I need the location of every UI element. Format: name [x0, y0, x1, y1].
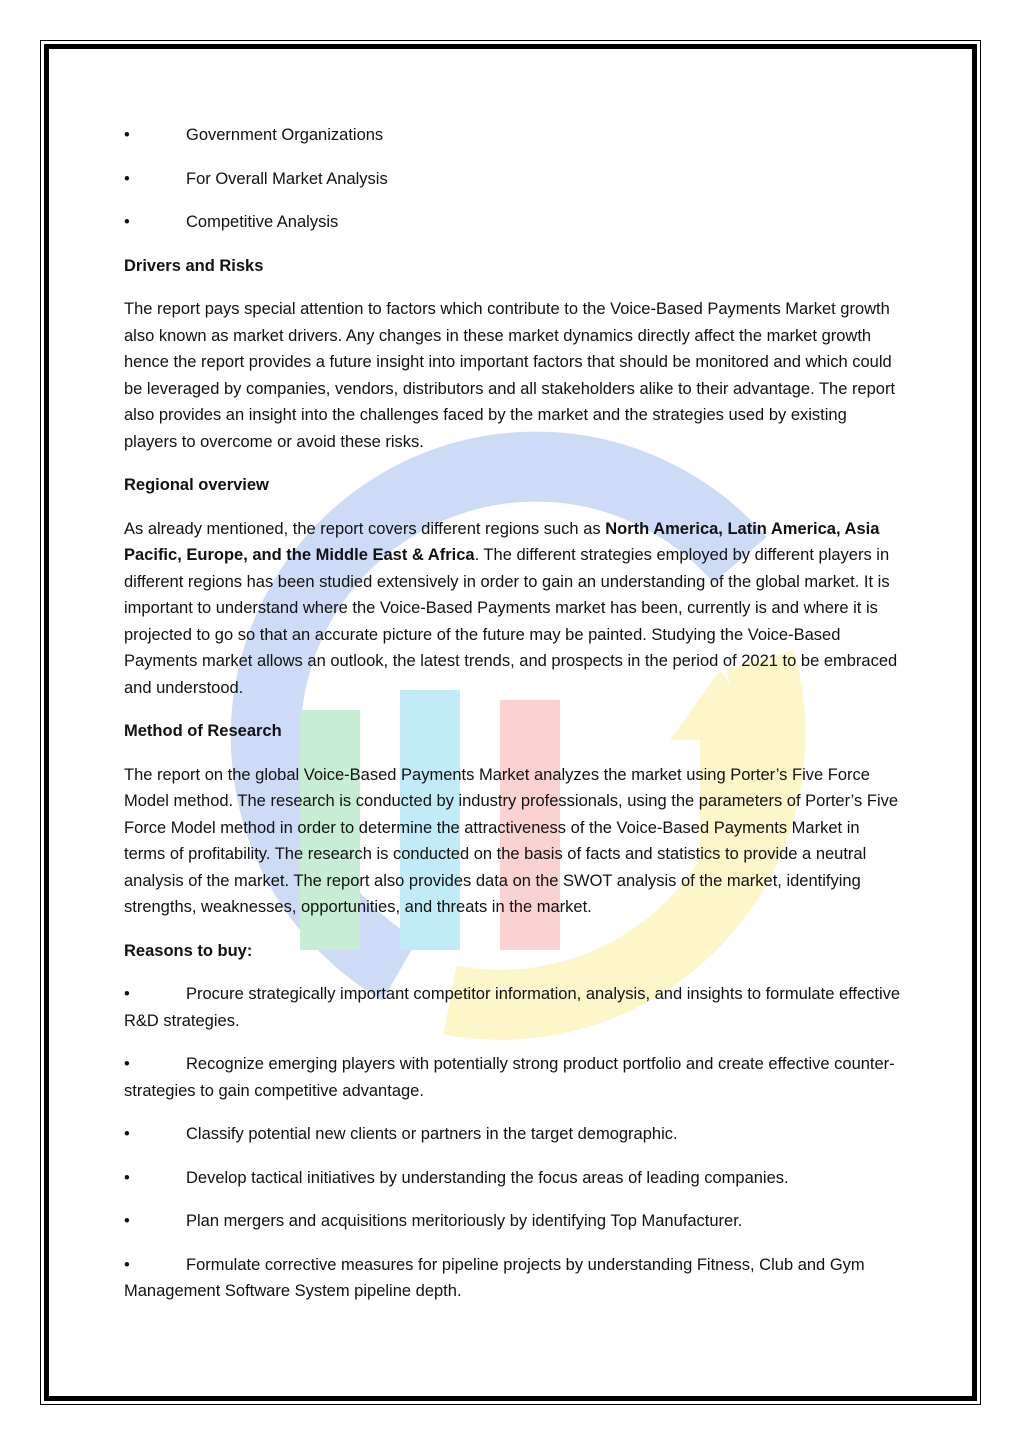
list-item: • Competitive Analysis — [124, 213, 339, 231]
regions-bold-text: North America, Latin America, Asia Pacific, Europe, and the Middle East & Africa — [124, 519, 880, 564]
list-item: • Government Organizations — [124, 126, 384, 144]
list-item: • Plan mergers and acquisitions meritoriously by identifying Top Manufacturer. — [124, 1212, 743, 1230]
section-heading-drivers: Drivers and Risks — [124, 256, 264, 275]
list-item: • Procure strategically important competitor information, analysis, and insights to formulate effective R&D strategies. — [124, 985, 901, 1030]
section-heading-method: Method of Research — [124, 722, 282, 740]
document-body — [124, 122, 904, 1322]
list-item: • Classify potential new clients or partners in the target demographic. — [124, 1125, 678, 1143]
list-item: • Recognize emerging players with potentially strong product portfolio and create effective counter-strategies to gain competitive advantage. — [124, 1055, 895, 1100]
section-heading-reasons: Reasons to buy: — [124, 941, 253, 960]
list-item: • Develop tactical initiatives by understanding the focus areas of leading companies. — [124, 1168, 789, 1187]
section-heading-regional: Regional overview — [124, 476, 269, 494]
method-paragraph: The report on the global Voice-Based Payments Market analyzes the market using Porter’s Five Force Model method. The research is conducted by industry professionals, using the parameters of Porter’s Five Force Model method in order to determine the attractiveness of the Voice-Based Payments Market in terms of profitability. The research is conducted on the basis of facts and statistics to provide a neutral analysis of the market. The report also provides data on the SWOT analysis of the market, identifying strengths, weaknesses, opportunities, and threats in the market. — [124, 765, 899, 916]
list-item: • Formulate corrective measures for pipeline projects by understanding Fitness, Club and Gym Management Software System pipeline depth. — [124, 1255, 865, 1300]
list-item: • For Overall Market Analysis — [124, 169, 388, 188]
drivers-paragraph: The report pays special attention to factors which contribute to the Voice-Based Payments Market growth also known as market drivers. Any changes in these market dynamics directly affect the market growth hence the report provides a future insight into important factors that should be monitored and which could be leveraged by companies, vendors, distributors and all stakeholders alike to their advantage. The report also provides an insight into the challenges faced by the market and the strategies used by existing players to overcome or avoid these risks. — [124, 300, 896, 451]
regional-paragraph: As already mentioned, the report covers different regions such as North America, Latin America, Asia Pacific, Europe, and the Middle East & Africa. The different strategies employed by different players in different regions has been studied extensively in order to gain an understanding of the global market. It is important to understand where the Voice-Based Payments market has been, currently is and where it is projected to go so that an accurate picture of the future may be painted. Studying the Voice-Based Payments market allows an outlook, the latest trends, and prospects in the period of 2021 to be embraced and understood. — [124, 519, 898, 697]
